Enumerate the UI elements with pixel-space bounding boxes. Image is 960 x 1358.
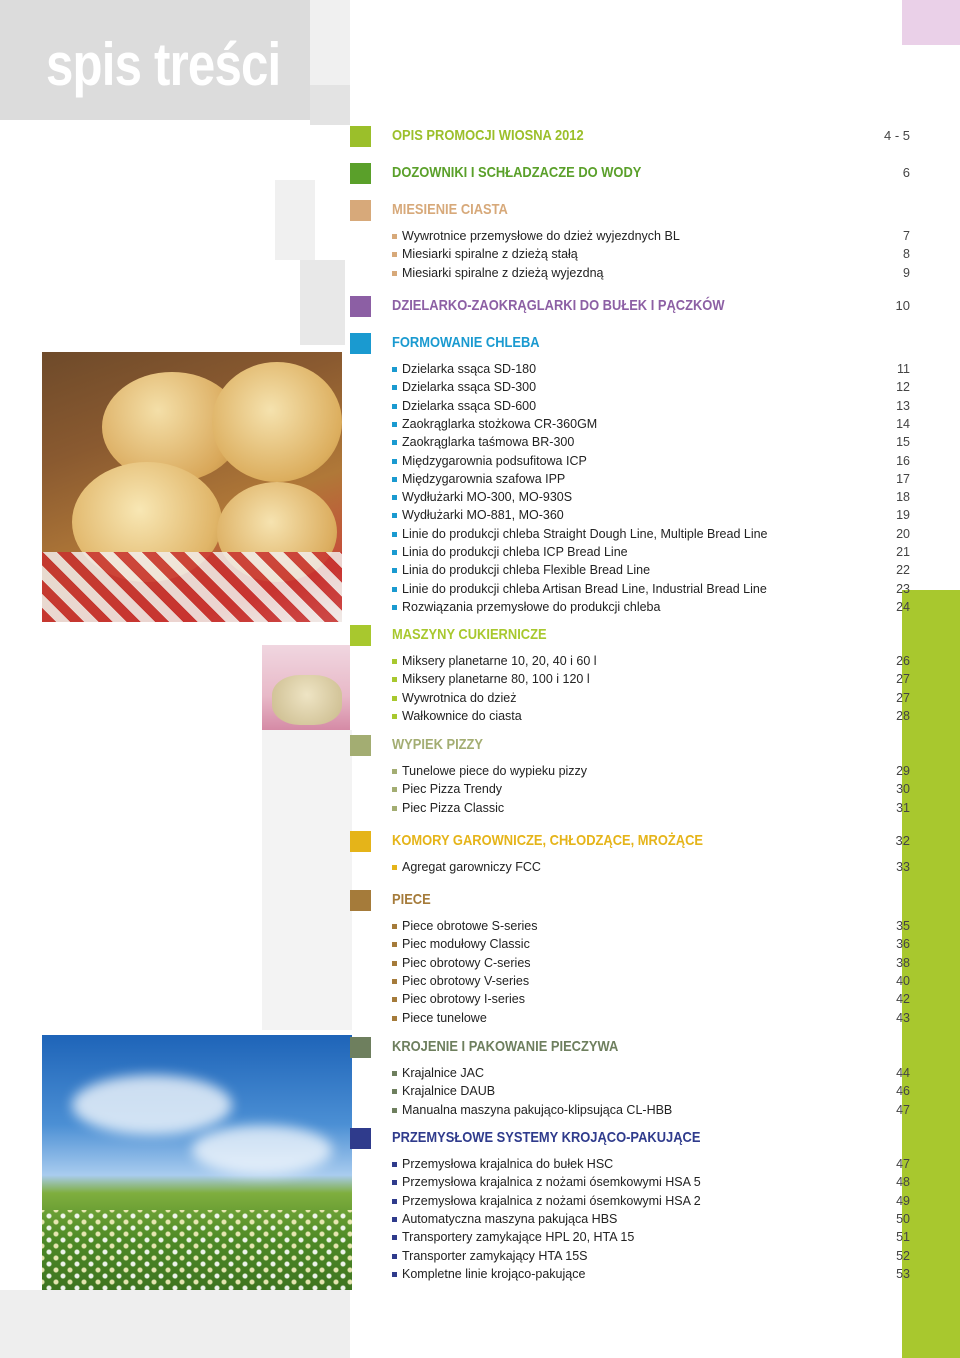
section-color-marker xyxy=(350,126,371,147)
bullet-icon xyxy=(392,587,397,592)
toc-item-label: Dzielarka ssąca SD-180 xyxy=(402,362,537,376)
bullet-icon xyxy=(392,404,397,409)
bullet-icon xyxy=(392,568,397,573)
bullet-icon xyxy=(392,1162,397,1167)
toc-item-page: 36 xyxy=(896,937,910,952)
toc-item-page: 18 xyxy=(896,490,910,505)
toc-item-label: Międzygarownia podsufitowa ICP xyxy=(402,453,587,468)
toc-item[interactable] xyxy=(392,399,910,417)
bullet-icon xyxy=(392,495,397,500)
section-color-marker xyxy=(350,163,371,184)
toc-item-page: 31 xyxy=(896,800,910,815)
section-color-marker xyxy=(350,296,371,317)
toc-item-page: 40 xyxy=(896,973,910,988)
decor-block xyxy=(300,260,345,345)
bullet-icon xyxy=(392,979,397,984)
toc-item[interactable] xyxy=(392,247,910,265)
bullet-icon xyxy=(392,1089,397,1094)
toc-item[interactable] xyxy=(392,1066,910,1084)
toc-item[interactable] xyxy=(392,600,910,618)
toc-item-label: Piec modułowy Classic xyxy=(402,937,530,952)
toc-item-page: 49 xyxy=(896,1193,910,1208)
toc-item-page: 51 xyxy=(896,1230,910,1245)
toc-item-page: 17 xyxy=(896,471,910,486)
toc-item-page: 46 xyxy=(896,1084,910,1099)
toc-item[interactable] xyxy=(392,654,910,672)
toc-item[interactable] xyxy=(392,1157,910,1175)
toc-item-page: 42 xyxy=(896,992,910,1007)
section-color-marker xyxy=(350,200,371,221)
toc-item[interactable] xyxy=(392,709,910,727)
toc-item[interactable] xyxy=(392,801,910,819)
bullet-icon xyxy=(392,605,397,610)
toc-item-label: Piec Pizza Trendy xyxy=(402,782,503,797)
bullet-icon xyxy=(392,924,397,929)
toc-item-label: Wywrotnica do dzież xyxy=(402,690,517,705)
bullet-icon xyxy=(392,1235,397,1240)
toc-item-label: Przemysłowa krajalnica z nożami ósemkowymi HSA 5 xyxy=(402,1175,701,1190)
toc-item[interactable] xyxy=(392,1194,910,1212)
toc-item-label: Krajalnice DAUB xyxy=(402,1084,496,1099)
toc-item[interactable] xyxy=(392,545,910,563)
toc-item-label: Linie do produkcji chleba Artisan Bread Line, Industrial Bread Line xyxy=(402,581,767,596)
toc-item-page: 27 xyxy=(896,672,910,687)
toc-item[interactable] xyxy=(392,1249,910,1267)
cake-photo xyxy=(262,645,350,730)
toc-item-page: 47 xyxy=(896,1102,910,1117)
bullet-icon xyxy=(392,459,397,464)
toc-item-label: Linia do produkcji chleba Flexible Bread Line xyxy=(402,563,651,578)
section-title[interactable]: MIESIENIE CIASTA xyxy=(392,201,508,218)
section-title[interactable]: FORMOWANIE CHLEBA xyxy=(392,334,540,351)
toc-item-page: 43 xyxy=(896,1010,910,1025)
toc-item-label: Linie do produkcji chleba Straight Dough Line, Multiple Bread Line xyxy=(402,526,768,541)
toc-item-label: Przemysłowa krajalnica z nożami ósemkowymi HSA 2 xyxy=(402,1193,701,1208)
toc-item[interactable] xyxy=(392,454,910,472)
toc-item[interactable] xyxy=(392,582,910,600)
toc-item-label: Krajalnice JAC xyxy=(402,1066,484,1080)
bullet-icon xyxy=(392,1199,397,1204)
toc-item-label: Międzygarownia szafowa IPP xyxy=(402,471,566,486)
toc-item-label: Wywrotnice przemysłowe do dzież wyjezdnych BL xyxy=(402,229,680,243)
toc-item-page: 28 xyxy=(896,708,910,723)
section-title[interactable]: DOZOWNIKI I SCHŁADZACZE DO WODY xyxy=(392,164,642,181)
decor-block xyxy=(275,180,315,260)
section-page-number: 10 xyxy=(895,298,910,313)
section-color-marker xyxy=(350,735,371,756)
toc-item-page: 50 xyxy=(896,1211,910,1226)
bullet-icon xyxy=(392,714,397,719)
toc-item-label: Transportery zamykające HPL 20, HTA 15 xyxy=(402,1230,635,1245)
section-title[interactable]: DZIELARKO-ZAOKRĄGLARKI DO BUŁEK I PĄCZKÓW xyxy=(392,297,725,314)
toc-item-page: 44 xyxy=(896,1066,910,1080)
toc-item[interactable] xyxy=(392,974,910,992)
section-title[interactable]: WYPIEK PIZZY xyxy=(392,736,484,753)
toc-item[interactable] xyxy=(392,1267,910,1285)
toc-item-label: Piece tunelowe xyxy=(402,1010,487,1025)
toc-item-label: Przemysłowa krajalnica do bułek HSC xyxy=(402,1157,614,1171)
decor-block xyxy=(262,730,352,1030)
section-title[interactable]: PIECE xyxy=(392,891,431,908)
bullet-icon xyxy=(392,422,397,427)
toc-item-page: 19 xyxy=(896,508,910,523)
section-color-marker xyxy=(350,1128,371,1149)
toc-item[interactable] xyxy=(392,1084,910,1102)
section-color-marker xyxy=(350,1037,371,1058)
bullet-icon xyxy=(392,806,397,811)
toc-item-page: 12 xyxy=(896,380,910,395)
toc-item[interactable] xyxy=(392,919,910,937)
toc-item-label: Miesiarki spiralne z dzieżą wyjezdną xyxy=(402,265,604,280)
pink-corner-block xyxy=(902,0,960,45)
bullet-icon xyxy=(392,942,397,947)
bullet-icon xyxy=(392,677,397,682)
bullet-icon xyxy=(392,696,397,701)
section-title[interactable]: MASZYNY CUKIERNICZE xyxy=(392,626,547,643)
section-color-marker xyxy=(350,890,371,911)
toc-item-page: 15 xyxy=(896,435,910,450)
toc-item-label: Piece obrotowe S-series xyxy=(402,919,538,933)
toc-item-page: 29 xyxy=(896,764,910,778)
toc-item-label: Automatyczna maszyna pakująca HBS xyxy=(402,1211,618,1226)
toc-item[interactable] xyxy=(392,266,910,284)
toc-item-page: 13 xyxy=(896,398,910,413)
bullet-icon xyxy=(392,532,397,537)
toc-item-label: Piec Pizza Classic xyxy=(402,800,505,815)
toc-item-label: Miksery planetarne 80, 100 i 120 l xyxy=(402,672,590,687)
toc-item-page: 7 xyxy=(903,229,910,243)
toc-item-page: 20 xyxy=(896,526,910,541)
toc-item[interactable] xyxy=(392,1103,910,1121)
toc-item-label: Piec obrotowy V-series xyxy=(402,973,530,988)
bullet-icon xyxy=(392,1272,397,1277)
toc-item-label: Piec obrotowy I-series xyxy=(402,992,525,1007)
toc-item-page: 16 xyxy=(896,453,910,468)
bullet-icon xyxy=(392,865,397,870)
toc-item-page: 48 xyxy=(896,1175,910,1190)
toc-item-label: Zaokrąglarka taśmowa BR-300 xyxy=(402,435,575,450)
toc-item-page: 38 xyxy=(896,955,910,970)
bullet-icon xyxy=(392,367,397,372)
toc-item-label: Kompletne linie krojąco-pakujące xyxy=(402,1266,586,1281)
toc-item-label: Wydłużarki MO-881, MO-360 xyxy=(402,508,564,523)
bullet-icon xyxy=(392,477,397,482)
bullet-icon xyxy=(392,385,397,390)
meadow-sky-photo xyxy=(42,1035,352,1290)
toc-item[interactable] xyxy=(392,490,910,508)
section-color-marker xyxy=(350,625,371,646)
bullet-icon xyxy=(392,252,397,257)
bullet-icon xyxy=(392,961,397,966)
toc-item[interactable] xyxy=(392,1011,910,1029)
toc-item-label: Miesiarki spiralne z dzieżą stałą xyxy=(402,247,578,262)
toc-item-page: 8 xyxy=(903,247,910,262)
toc-item[interactable] xyxy=(392,563,910,581)
bullet-icon xyxy=(392,1217,397,1222)
toc-item[interactable] xyxy=(392,472,910,490)
toc-item-page: 23 xyxy=(896,581,910,596)
decor-block xyxy=(310,0,350,85)
bread-rolls-photo xyxy=(42,352,342,622)
toc-item[interactable] xyxy=(392,956,910,974)
toc-item-label: Miksery planetarne 10, 20, 40 i 60 l xyxy=(402,654,597,668)
bullet-icon xyxy=(392,659,397,664)
toc-item-page: 24 xyxy=(896,599,910,614)
toc-item-page: 9 xyxy=(903,265,910,280)
toc-item-page: 22 xyxy=(896,563,910,578)
toc-item-page: 33 xyxy=(896,860,910,874)
section-title[interactable]: OPIS PROMOCJI WIOSNA 2012 xyxy=(392,127,584,144)
green-side-bar xyxy=(902,590,960,1358)
bullet-icon xyxy=(392,234,397,239)
bullet-icon xyxy=(392,769,397,774)
section-title[interactable]: KOMORY GAROWNICZE, CHŁODZĄCE, MROŻĄCE xyxy=(392,832,704,849)
toc-item-page: 35 xyxy=(896,919,910,933)
section-color-marker xyxy=(350,831,371,852)
section-color-marker xyxy=(350,333,371,354)
toc-item[interactable] xyxy=(392,527,910,545)
toc-item[interactable] xyxy=(392,764,910,782)
toc-item-page: 21 xyxy=(896,545,910,559)
toc-item-label: Zaokrąglarka stożkowa CR-360GM xyxy=(402,416,598,431)
bullet-icon xyxy=(392,1254,397,1259)
toc-item[interactable] xyxy=(392,435,910,453)
toc-item-page: 53 xyxy=(896,1266,910,1281)
decor-block xyxy=(0,1290,350,1358)
toc-item-label: Manualna maszyna pakująco-klipsująca CL-HBB xyxy=(402,1102,673,1117)
bullet-icon xyxy=(392,513,397,518)
toc-item[interactable] xyxy=(392,417,910,435)
bullet-icon xyxy=(392,787,397,792)
bullet-icon xyxy=(392,1108,397,1113)
toc-item[interactable] xyxy=(392,1230,910,1248)
bullet-icon xyxy=(392,1071,397,1076)
toc-item-label: Dzielarka ssąca SD-300 xyxy=(402,380,537,395)
section-page-number: 32 xyxy=(895,833,910,848)
bullet-icon xyxy=(392,271,397,276)
section-page-number: 4 - 5 xyxy=(883,128,910,143)
bullet-icon xyxy=(392,440,397,445)
toc-item[interactable] xyxy=(392,1212,910,1230)
toc-item-label: Rozwiązania przemysłowe do produkcji chleba xyxy=(402,599,661,614)
toc-item-page: 11 xyxy=(897,362,910,376)
toc-item[interactable] xyxy=(392,937,910,955)
toc-item[interactable] xyxy=(392,380,910,398)
toc-item[interactable] xyxy=(392,229,910,247)
decor-block xyxy=(310,85,350,125)
toc-item-label: Dzielarka ssąca SD-600 xyxy=(402,398,537,413)
toc-item-label: Transporter zamykający HTA 15S xyxy=(402,1248,588,1263)
toc-item-page: 30 xyxy=(896,782,910,797)
bullet-icon xyxy=(392,1016,397,1021)
bullet-icon xyxy=(392,997,397,1002)
toc-item[interactable] xyxy=(392,672,910,690)
toc-item-page: 52 xyxy=(896,1248,910,1263)
toc-item-label: Wydłużarki MO-300, MO-930S xyxy=(402,490,573,505)
bullet-icon xyxy=(392,550,397,555)
toc-item[interactable] xyxy=(392,691,910,709)
section-title[interactable]: PRZEMYSŁOWE SYSTEMY KROJĄCO-PAKUJĄCE xyxy=(392,1129,701,1146)
toc-item-label: Tunelowe piece do wypieku pizzy xyxy=(402,764,588,778)
bullet-icon xyxy=(392,1180,397,1185)
toc-item[interactable] xyxy=(392,362,910,380)
toc-item-page: 27 xyxy=(896,690,910,705)
toc-item[interactable] xyxy=(392,508,910,526)
toc-item[interactable] xyxy=(392,782,910,800)
section-page-number: 6 xyxy=(902,165,910,180)
toc-item-label: Piec obrotowy C-series xyxy=(402,955,531,970)
toc-item[interactable] xyxy=(392,860,910,878)
toc-item[interactable] xyxy=(392,992,910,1010)
section-title[interactable]: KROJENIE I PAKOWANIE PIECZYWA xyxy=(392,1038,619,1055)
toc-item-page: 26 xyxy=(896,654,910,668)
toc-item[interactable] xyxy=(392,1175,910,1193)
toc-item-page: 47 xyxy=(896,1157,910,1171)
toc-item-label: Wałkownice do ciasta xyxy=(402,708,522,723)
toc-item-page: 14 xyxy=(896,416,910,431)
toc-item-label: Agregat garowniczy FCC xyxy=(402,860,541,874)
toc-item-label: Linia do produkcji chleba ICP Bread Line xyxy=(402,545,628,559)
page-title: spis treści xyxy=(46,31,281,98)
